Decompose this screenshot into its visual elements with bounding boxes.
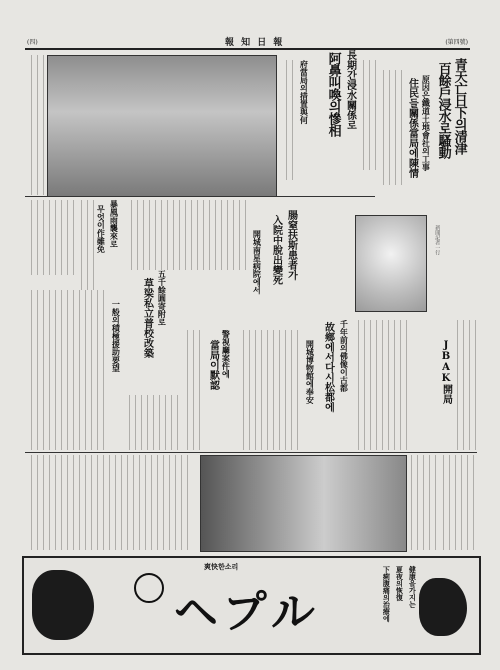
main-subheadline-2: 住民들關係當局에陳情 <box>406 78 418 178</box>
police-headline-1: 警視廳案件에 <box>221 330 232 378</box>
ad-brand: ヘプル <box>174 587 321 638</box>
exam-headline: 暴風雨襲來로 <box>109 200 120 248</box>
school-headline-1: 五千餘圓寄附로 <box>157 270 168 326</box>
text-block <box>126 395 181 450</box>
flower-illustration <box>32 570 94 640</box>
main-subheadline-1: 原因은鐵道土地會社의工事 <box>421 75 432 171</box>
text-column <box>184 330 202 450</box>
text-block <box>28 290 106 450</box>
ad-slogan-top: 爽快한소리 <box>204 562 239 571</box>
header-right: (第四號) <box>445 39 468 46</box>
school-headline-3: 一般의積極援助要望 <box>111 300 122 372</box>
masthead: 報 知 日 報 <box>225 38 285 48</box>
text-block <box>240 330 302 450</box>
patient-headline-2: 入院中脫出變死 <box>270 215 282 285</box>
text-column <box>380 70 402 185</box>
text-column <box>440 455 476 550</box>
police-headline-2: 當局이默認 <box>207 340 219 390</box>
text-block <box>128 200 248 270</box>
brand-seal <box>134 573 164 603</box>
flower-illustration <box>419 578 467 636</box>
flood-headline-2: 阿鼻叫喚의慘相 <box>325 52 341 136</box>
main-headline-2: 百餘戶浸水로騷動 <box>435 62 451 158</box>
ad-slogan-right-2: 夏夜의恢復 <box>395 566 405 601</box>
radio-headline: JBAK開局 <box>440 340 452 404</box>
buddha-headline-1: 千年前의佛像이古都 <box>339 320 350 392</box>
patient-headline-3: 開城南星病院에서 <box>252 230 263 294</box>
advertisement <box>22 556 481 655</box>
ad-slogan-right-1: 健康을가지는 <box>408 566 418 608</box>
text-block <box>355 320 410 450</box>
photo-caption-column <box>28 55 44 195</box>
patient-headline-1: 腸窒扶斯患者가 <box>285 210 297 280</box>
flood-headline-1: 長期간浸水關係로 <box>344 50 356 130</box>
buddha-headline-3: 開城博物館에奉安 <box>305 340 316 404</box>
main-headline-1: 青天亡日下의清津 <box>451 58 467 154</box>
text-block <box>28 200 76 275</box>
street-photo <box>200 455 407 552</box>
flood-headline-3: 府當局의措置與何 <box>299 60 310 124</box>
ad-slogan-right-3: 下痢腹痛의治療에 <box>382 566 392 622</box>
text-column <box>408 455 436 550</box>
building-photo <box>355 215 427 312</box>
text-column <box>454 320 476 450</box>
school-headline-2: 草梁私立普校改築 <box>141 278 153 358</box>
flood-photo <box>47 55 277 197</box>
text-column <box>283 60 297 180</box>
text-block <box>28 455 193 550</box>
text-column <box>78 200 96 290</box>
side-caption: 新聞記者一行 <box>434 225 441 255</box>
header-left: (四) <box>27 39 38 46</box>
text-column <box>360 60 376 170</box>
buddha-headline-2: 故鄉에서다시松都에 <box>322 322 334 412</box>
exam-headline-2: 무엇이作雖免 <box>96 205 107 253</box>
divider <box>25 196 375 197</box>
page-header <box>25 34 470 50</box>
divider <box>25 452 477 453</box>
